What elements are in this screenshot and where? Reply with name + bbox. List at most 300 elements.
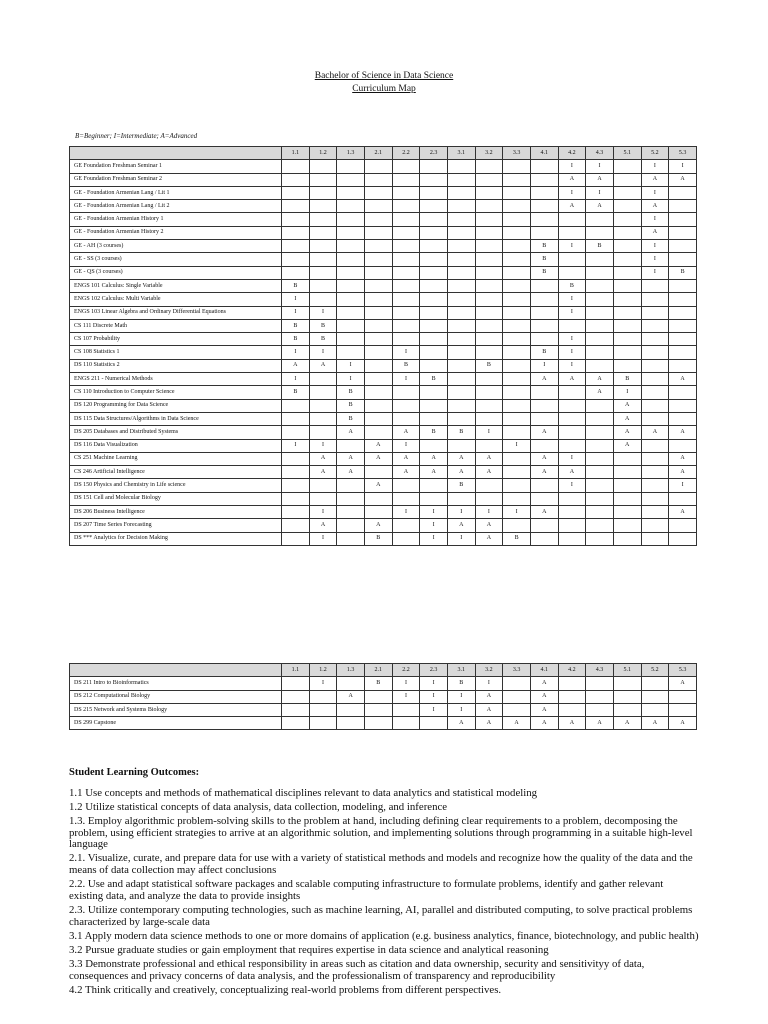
- proficiency-cell: [447, 386, 475, 399]
- proficiency-cell: [586, 426, 614, 439]
- proficiency-cell: A: [530, 677, 558, 690]
- proficiency-cell: [530, 293, 558, 306]
- proficiency-cell: [364, 466, 392, 479]
- proficiency-cell: [503, 186, 531, 199]
- outcome-column-header: 3.2: [475, 147, 503, 160]
- proficiency-cell: A: [337, 690, 365, 703]
- proficiency-cell: [613, 492, 641, 505]
- proficiency-cell: [447, 266, 475, 279]
- header-row: [70, 664, 697, 677]
- proficiency-cell: [558, 677, 586, 690]
- proficiency-cell: [613, 703, 641, 716]
- proficiency-cell: [364, 690, 392, 703]
- proficiency-cell: [503, 492, 531, 505]
- table-row: [70, 412, 697, 425]
- outcome-column-header: 1.1: [282, 147, 310, 160]
- table-row: [70, 293, 697, 306]
- proficiency-cell: B: [530, 266, 558, 279]
- course-name: GE Foundation Freshman Seminar 1: [70, 160, 282, 173]
- proficiency-cell: I: [586, 160, 614, 173]
- proficiency-cell: I: [337, 359, 365, 372]
- proficiency-cell: [364, 346, 392, 359]
- proficiency-cell: [503, 213, 531, 226]
- outcomes-heading: Student Learning Outcomes:: [69, 767, 200, 778]
- proficiency-cell: [420, 173, 448, 186]
- proficiency-cell: [503, 412, 531, 425]
- proficiency-cell: [447, 160, 475, 173]
- proficiency-cell: [309, 717, 337, 730]
- table-row: [70, 346, 697, 359]
- proficiency-cell: A: [641, 426, 669, 439]
- proficiency-cell: [282, 186, 310, 199]
- proficiency-cell: I: [282, 293, 310, 306]
- proficiency-cell: A: [530, 466, 558, 479]
- proficiency-cell: [641, 703, 669, 716]
- proficiency-cell: [364, 293, 392, 306]
- proficiency-cell: I: [392, 439, 420, 452]
- proficiency-cell: [364, 359, 392, 372]
- proficiency-cell: [586, 452, 614, 465]
- proficiency-cell: A: [530, 703, 558, 716]
- course-name: CS 110 Introduction to Computer Science: [70, 386, 282, 399]
- proficiency-cell: [420, 200, 448, 213]
- proficiency-cell: [641, 452, 669, 465]
- proficiency-cell: [558, 439, 586, 452]
- proficiency-cell: [669, 279, 697, 292]
- proficiency-cell: A: [309, 519, 337, 532]
- outcome-column-header: 4.1: [530, 147, 558, 160]
- proficiency-cell: [475, 346, 503, 359]
- proficiency-cell: [447, 213, 475, 226]
- outcome-column-header: 3.3: [503, 147, 531, 160]
- proficiency-cell: A: [475, 466, 503, 479]
- outcome-item: 3.1 Apply modern data science methods to one or more domains of application (e.g. business analytics, finance, biotechnology, and public health): [69, 929, 699, 942]
- proficiency-cell: [641, 279, 669, 292]
- proficiency-cell: [475, 173, 503, 186]
- proficiency-cell: [613, 519, 641, 532]
- proficiency-cell: I: [613, 386, 641, 399]
- proficiency-cell: [503, 306, 531, 319]
- table-row: [70, 373, 697, 386]
- proficiency-cell: A: [420, 466, 448, 479]
- proficiency-cell: [558, 226, 586, 239]
- proficiency-cell: [586, 346, 614, 359]
- table-row: [70, 677, 697, 690]
- proficiency-cell: B: [282, 333, 310, 346]
- proficiency-cell: B: [503, 532, 531, 545]
- proficiency-cell: I: [641, 160, 669, 173]
- outcome-column-header: 1.2: [309, 664, 337, 677]
- proficiency-cell: [420, 226, 448, 239]
- proficiency-cell: B: [392, 359, 420, 372]
- outcome-column-header: 4.3: [586, 147, 614, 160]
- proficiency-cell: [282, 253, 310, 266]
- proficiency-cell: [392, 279, 420, 292]
- course-name: CS 107 Probability: [70, 333, 282, 346]
- proficiency-cell: A: [586, 200, 614, 213]
- proficiency-cell: [309, 253, 337, 266]
- proficiency-cell: A: [558, 466, 586, 479]
- proficiency-cell: A: [530, 717, 558, 730]
- proficiency-cell: I: [558, 346, 586, 359]
- proficiency-cell: [364, 703, 392, 716]
- proficiency-cell: [392, 386, 420, 399]
- outcome-item: 1.2 Utilize statistical concepts of data analysis, data collection, modeling, and inference: [69, 800, 448, 813]
- proficiency-cell: [282, 160, 310, 173]
- proficiency-cell: [337, 279, 365, 292]
- proficiency-cell: [503, 426, 531, 439]
- proficiency-cell: [392, 173, 420, 186]
- proficiency-cell: I: [447, 506, 475, 519]
- proficiency-cell: [282, 240, 310, 253]
- proficiency-cell: [337, 519, 365, 532]
- proficiency-cell: [420, 439, 448, 452]
- outcome-item: 2.3. Utilize contemporary computing technologies, such as machine learning, AI, parallel and distributed computing, to solve practical problems characterized by large-scale data: [69, 903, 693, 928]
- proficiency-cell: A: [337, 426, 365, 439]
- proficiency-cell: [503, 346, 531, 359]
- proficiency-cell: A: [420, 452, 448, 465]
- proficiency-cell: [503, 399, 531, 412]
- proficiency-cell: B: [669, 266, 697, 279]
- proficiency-cell: [392, 226, 420, 239]
- proficiency-cell: A: [475, 532, 503, 545]
- proficiency-cell: [475, 213, 503, 226]
- proficiency-cell: [364, 200, 392, 213]
- proficiency-cell: [613, 186, 641, 199]
- proficiency-cell: [447, 319, 475, 332]
- course-name: CS 111 Discrete Math: [70, 319, 282, 332]
- proficiency-cell: [669, 359, 697, 372]
- proficiency-cell: I: [641, 253, 669, 266]
- proficiency-cell: [475, 306, 503, 319]
- proficiency-cell: B: [530, 253, 558, 266]
- course-header-cell: [70, 664, 282, 677]
- course-name: DS 116 Data Visualization: [70, 439, 282, 452]
- proficiency-cell: [558, 703, 586, 716]
- proficiency-cell: A: [392, 466, 420, 479]
- proficiency-cell: I: [420, 519, 448, 532]
- proficiency-cell: [613, 306, 641, 319]
- proficiency-cell: [503, 466, 531, 479]
- table-row: [70, 319, 697, 332]
- proficiency-cell: [613, 319, 641, 332]
- proficiency-cell: [420, 240, 448, 253]
- proficiency-cell: [309, 200, 337, 213]
- proficiency-cell: I: [309, 532, 337, 545]
- table-row: [70, 240, 697, 253]
- proficiency-cell: [641, 479, 669, 492]
- outcome-item: 4.2 Think critically and creatively, conceptualizing real-world problems from different perspectives.: [69, 983, 502, 996]
- proficiency-cell: [530, 412, 558, 425]
- course-name: ENGS 103 Linear Algebra and Ordinary Differential Equations: [70, 306, 282, 319]
- proficiency-cell: [420, 293, 448, 306]
- proficiency-cell: [530, 333, 558, 346]
- proficiency-cell: A: [475, 703, 503, 716]
- document-title: [0, 70, 768, 96]
- proficiency-cell: [503, 253, 531, 266]
- proficiency-cell: [669, 519, 697, 532]
- proficiency-cell: [530, 200, 558, 213]
- proficiency-cell: [558, 253, 586, 266]
- proficiency-cell: [420, 160, 448, 173]
- outcome-column-header: 3.1: [447, 664, 475, 677]
- proficiency-cell: A: [586, 373, 614, 386]
- proficiency-cell: I: [392, 677, 420, 690]
- proficiency-cell: [641, 306, 669, 319]
- proficiency-cell: I: [558, 186, 586, 199]
- proficiency-cell: A: [309, 466, 337, 479]
- course-name: GE - Foundation Armenian Lang / Lit 1: [70, 186, 282, 199]
- proficiency-cell: A: [641, 200, 669, 213]
- course-name: DS 206 Business Intelligence: [70, 506, 282, 519]
- proficiency-cell: [392, 532, 420, 545]
- proficiency-cell: [337, 173, 365, 186]
- proficiency-cell: [420, 253, 448, 266]
- proficiency-cell: [309, 160, 337, 173]
- proficiency-cell: [309, 492, 337, 505]
- proficiency-cell: [392, 717, 420, 730]
- proficiency-cell: A: [669, 373, 697, 386]
- proficiency-cell: [364, 386, 392, 399]
- outcome-item: 3.3 Demonstrate professional and ethical responsibility in areas such as citation and data ownership, security and sensitivityy of data, consequences and privacy concerns of data analysis, and the professionalism of transparency and reproducibility: [69, 958, 645, 982]
- proficiency-cell: [669, 386, 697, 399]
- proficiency-cell: [282, 690, 310, 703]
- proficiency-cell: A: [475, 690, 503, 703]
- proficiency-cell: I: [669, 479, 697, 492]
- proficiency-cell: [669, 213, 697, 226]
- proficiency-cell: B: [420, 426, 448, 439]
- proficiency-cell: A: [669, 426, 697, 439]
- proficiency-cell: [392, 253, 420, 266]
- table-row: [70, 333, 697, 346]
- course-name: DS 150 Physics and Chemistry in Life science: [70, 479, 282, 492]
- proficiency-cell: [392, 186, 420, 199]
- proficiency-cell: [586, 677, 614, 690]
- outcome-column-header: 2.1: [364, 147, 392, 160]
- proficiency-cell: I: [309, 306, 337, 319]
- proficiency-cell: [530, 226, 558, 239]
- outcome-column-header: 4.1: [530, 664, 558, 677]
- outcome-column-header: 5.3: [669, 664, 697, 677]
- proficiency-cell: A: [309, 359, 337, 372]
- proficiency-cell: A: [641, 717, 669, 730]
- proficiency-cell: [641, 690, 669, 703]
- proficiency-cell: [613, 200, 641, 213]
- proficiency-cell: [337, 186, 365, 199]
- proficiency-cell: [558, 213, 586, 226]
- proficiency-cell: [447, 200, 475, 213]
- proficiency-cell: A: [558, 373, 586, 386]
- proficiency-cell: [447, 279, 475, 292]
- proficiency-cell: [586, 213, 614, 226]
- course-name: DS 211 Intro to Bioinformatics: [70, 677, 282, 690]
- proficiency-cell: [309, 703, 337, 716]
- proficiency-cell: A: [364, 519, 392, 532]
- proficiency-cell: [613, 293, 641, 306]
- proficiency-cell: [641, 466, 669, 479]
- proficiency-cell: [447, 373, 475, 386]
- proficiency-cell: A: [337, 452, 365, 465]
- proficiency-cell: B: [364, 532, 392, 545]
- proficiency-cell: [447, 439, 475, 452]
- proficiency-cell: [392, 213, 420, 226]
- proficiency-cell: [282, 479, 310, 492]
- proficiency-cell: [309, 373, 337, 386]
- proficiency-cell: [420, 479, 448, 492]
- proficiency-cell: [613, 279, 641, 292]
- proficiency-cell: [337, 306, 365, 319]
- proficiency-cell: B: [337, 412, 365, 425]
- proficiency-cell: I: [558, 333, 586, 346]
- proficiency-cell: [364, 173, 392, 186]
- proficiency-cell: [641, 412, 669, 425]
- proficiency-cell: [503, 279, 531, 292]
- proficiency-cell: I: [558, 306, 586, 319]
- proficiency-cell: I: [503, 506, 531, 519]
- proficiency-cell: [641, 677, 669, 690]
- proficiency-cell: [364, 186, 392, 199]
- proficiency-cell: A: [282, 359, 310, 372]
- proficiency-cell: [364, 240, 392, 253]
- proficiency-cell: [282, 213, 310, 226]
- proficiency-cell: B: [309, 319, 337, 332]
- course-name: GE - Foundation Armenian History 1: [70, 213, 282, 226]
- proficiency-cell: [475, 186, 503, 199]
- proficiency-cell: [503, 452, 531, 465]
- proficiency-cell: [503, 359, 531, 372]
- course-name: GE Foundation Freshman Seminar 2: [70, 173, 282, 186]
- proficiency-cell: [613, 240, 641, 253]
- proficiency-cell: [503, 479, 531, 492]
- proficiency-cell: [641, 373, 669, 386]
- proficiency-cell: [530, 399, 558, 412]
- proficiency-cell: [503, 160, 531, 173]
- proficiency-cell: [669, 240, 697, 253]
- proficiency-cell: I: [641, 213, 669, 226]
- proficiency-cell: [641, 439, 669, 452]
- proficiency-cell: A: [447, 452, 475, 465]
- proficiency-cell: [613, 479, 641, 492]
- proficiency-cell: [613, 532, 641, 545]
- outcome-item: 2.2. Use and adapt statistical software packages and scalable computing infrastructure to formulate problems, identify and gather relevant existing data, and analyze the data to provide insights: [69, 878, 664, 902]
- outcome-column-header: 2.2: [392, 147, 420, 160]
- proficiency-cell: I: [558, 160, 586, 173]
- course-name: GE - Foundation Armenian History 2: [70, 226, 282, 239]
- proficiency-cell: [613, 333, 641, 346]
- proficiency-cell: A: [613, 399, 641, 412]
- proficiency-cell: [503, 240, 531, 253]
- proficiency-cell: A: [309, 452, 337, 465]
- table-row: [70, 439, 697, 452]
- proficiency-cell: [669, 333, 697, 346]
- proficiency-cell: [613, 506, 641, 519]
- outcome-column-header: 2.1: [364, 664, 392, 677]
- proficiency-cell: A: [558, 173, 586, 186]
- proficiency-cell: [669, 690, 697, 703]
- proficiency-cell: [586, 306, 614, 319]
- proficiency-cell: [337, 439, 365, 452]
- table-row: [70, 717, 697, 730]
- proficiency-cell: [586, 690, 614, 703]
- proficiency-cell: [337, 266, 365, 279]
- proficiency-cell: [586, 532, 614, 545]
- proficiency-cell: [337, 213, 365, 226]
- proficiency-cell: [530, 279, 558, 292]
- proficiency-cell: [641, 399, 669, 412]
- proficiency-cell: [447, 306, 475, 319]
- proficiency-cell: A: [669, 677, 697, 690]
- proficiency-cell: A: [530, 426, 558, 439]
- proficiency-cell: [503, 677, 531, 690]
- proficiency-cell: [337, 492, 365, 505]
- proficiency-cell: A: [641, 173, 669, 186]
- proficiency-cell: [475, 399, 503, 412]
- proficiency-cell: [558, 319, 586, 332]
- proficiency-cell: [586, 506, 614, 519]
- proficiency-cell: [586, 226, 614, 239]
- course-header-cell: [70, 147, 282, 160]
- outcome-column-header: 2.3: [420, 147, 448, 160]
- proficiency-cell: [282, 412, 310, 425]
- proficiency-cell: [447, 240, 475, 253]
- course-name: DS 205 Databases and Distributed Systems: [70, 426, 282, 439]
- proficiency-cell: [530, 492, 558, 505]
- proficiency-cell: A: [475, 519, 503, 532]
- proficiency-cell: [282, 200, 310, 213]
- proficiency-cell: I: [392, 506, 420, 519]
- outcome-column-header: 5.1: [613, 147, 641, 160]
- proficiency-cell: B: [337, 386, 365, 399]
- proficiency-cell: [309, 213, 337, 226]
- proficiency-legend: B=Beginner; I=Intermediate; A=Advanced: [75, 132, 198, 140]
- proficiency-cell: I: [392, 346, 420, 359]
- proficiency-cell: [530, 160, 558, 173]
- proficiency-cell: [282, 426, 310, 439]
- proficiency-cell: [364, 266, 392, 279]
- proficiency-cell: [392, 293, 420, 306]
- proficiency-cell: [364, 373, 392, 386]
- table-row: [70, 452, 697, 465]
- proficiency-cell: [282, 717, 310, 730]
- specialization-map-table: [69, 663, 697, 730]
- proficiency-cell: [530, 532, 558, 545]
- proficiency-cell: [669, 439, 697, 452]
- proficiency-cell: [337, 200, 365, 213]
- proficiency-cell: [669, 492, 697, 505]
- proficiency-cell: [641, 293, 669, 306]
- proficiency-cell: I: [447, 690, 475, 703]
- table-row: [70, 306, 697, 319]
- proficiency-cell: [530, 519, 558, 532]
- proficiency-cell: [613, 213, 641, 226]
- course-name: CS 108 Statistics 1: [70, 346, 282, 359]
- table-row: [70, 186, 697, 199]
- proficiency-cell: [309, 173, 337, 186]
- proficiency-cell: A: [586, 173, 614, 186]
- proficiency-cell: [309, 240, 337, 253]
- proficiency-cell: [282, 399, 310, 412]
- proficiency-cell: [364, 160, 392, 173]
- proficiency-cell: [392, 306, 420, 319]
- proficiency-cell: A: [447, 466, 475, 479]
- outcome-column-header: 1.2: [309, 147, 337, 160]
- proficiency-cell: [475, 319, 503, 332]
- proficiency-cell: [309, 226, 337, 239]
- proficiency-cell: I: [309, 439, 337, 452]
- table-row: [70, 386, 697, 399]
- proficiency-cell: [420, 412, 448, 425]
- proficiency-cell: [475, 200, 503, 213]
